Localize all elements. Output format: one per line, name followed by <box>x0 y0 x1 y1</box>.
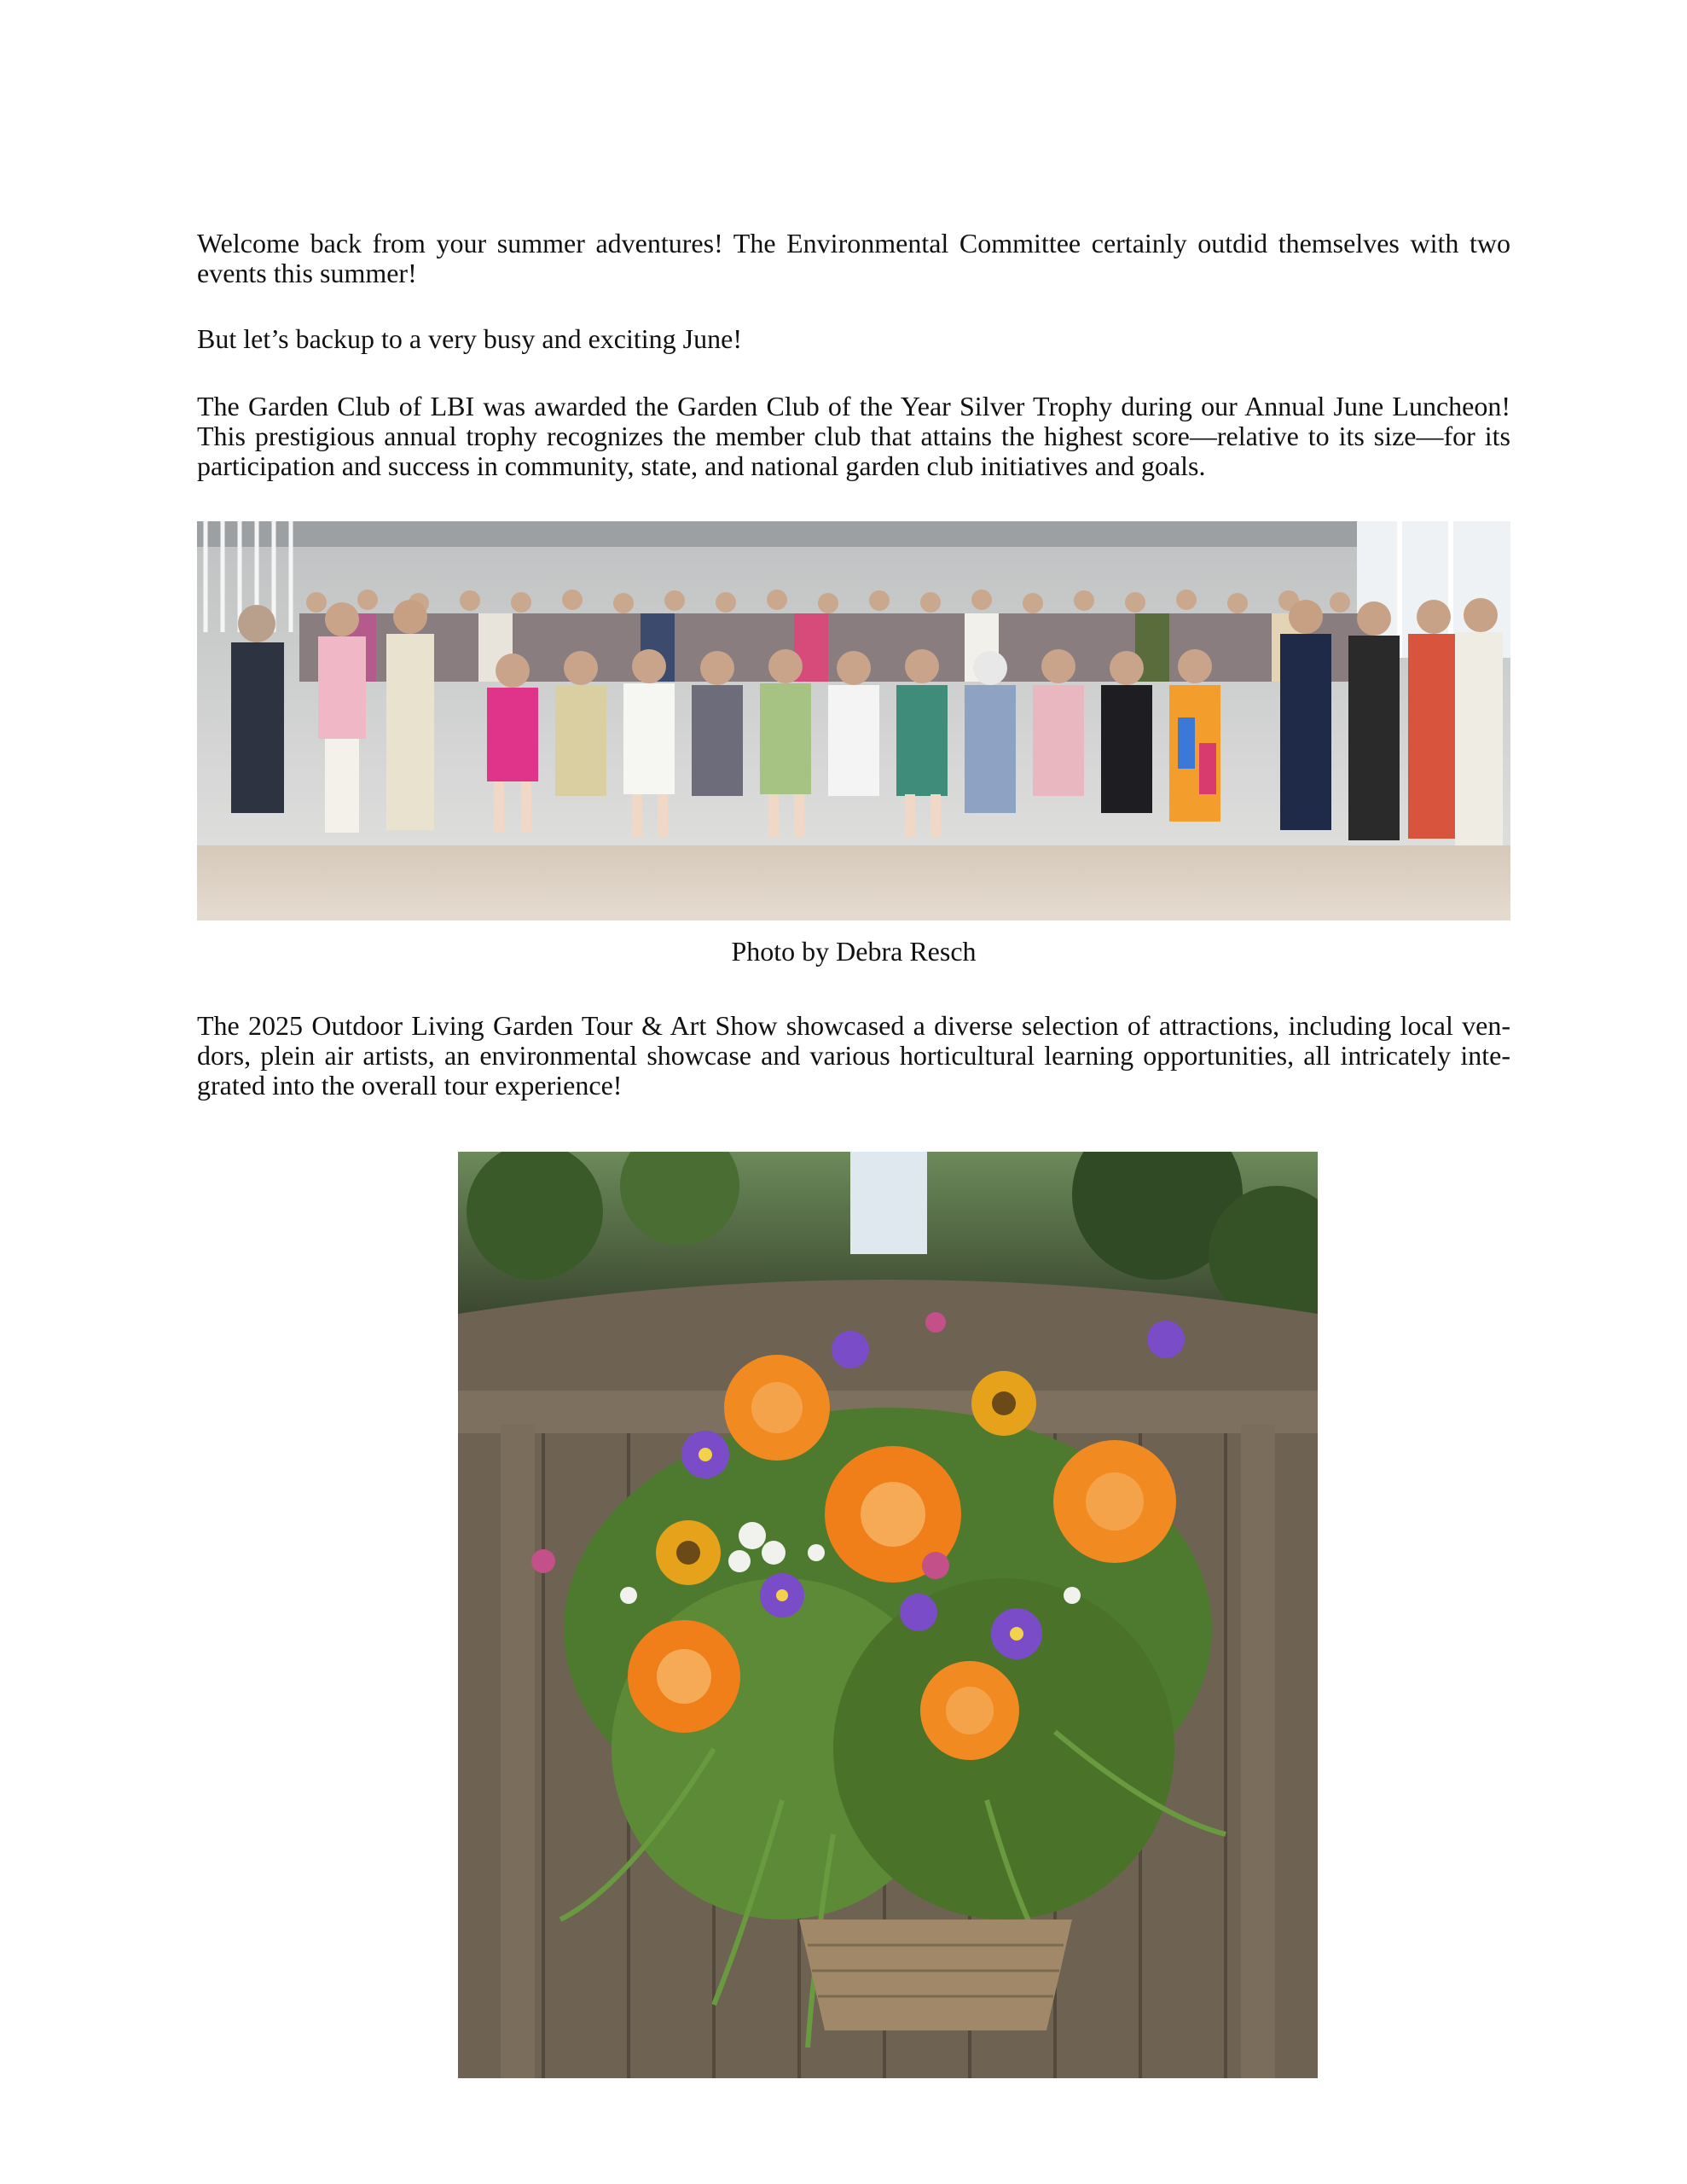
group-photo <box>197 521 1510 921</box>
intro-line-1: Welcome back from your summer adventures! The Environmental Committee certainly outdid themselves with two <box>197 228 1510 258</box>
award-line-1: The Garden Club of LBI was awarded the Garden Club of the Year Silver Trophy during our Annual June Luncheon! <box>197 391 1510 421</box>
photo-caption: Photo by Debra Resch <box>731 936 977 967</box>
backup-paragraph <box>197 324 1510 354</box>
intro-paragraph <box>197 229 1510 288</box>
tour-line-1: The 2025 Outdoor Living Garden Tour & Art Show showcased a diverse selection of attractions, including local ven- <box>197 1010 1510 1041</box>
tour-paragraph <box>197 1011 1510 1101</box>
award-paragraph <box>197 392 1510 481</box>
award-line-2: This prestigious annual trophy recognizes the member club that attains the highest score—relative to its size—for its <box>197 421 1510 451</box>
flower-basket-photo <box>458 1152 1318 2078</box>
tour-line-2: dors, plein air artists, an environmental showcase and various horticultural learning opportunities, all intricately inte- <box>197 1040 1510 1071</box>
backup-line: But let’s backup to a very busy and exciting June! <box>197 323 742 354</box>
intro-line-2: events this summer! <box>197 258 417 288</box>
award-line-3: participation and success in community, state, and national garden club initiatives and goals. <box>197 450 1206 481</box>
tour-line-3: grated into the overall tour experience! <box>197 1070 623 1101</box>
